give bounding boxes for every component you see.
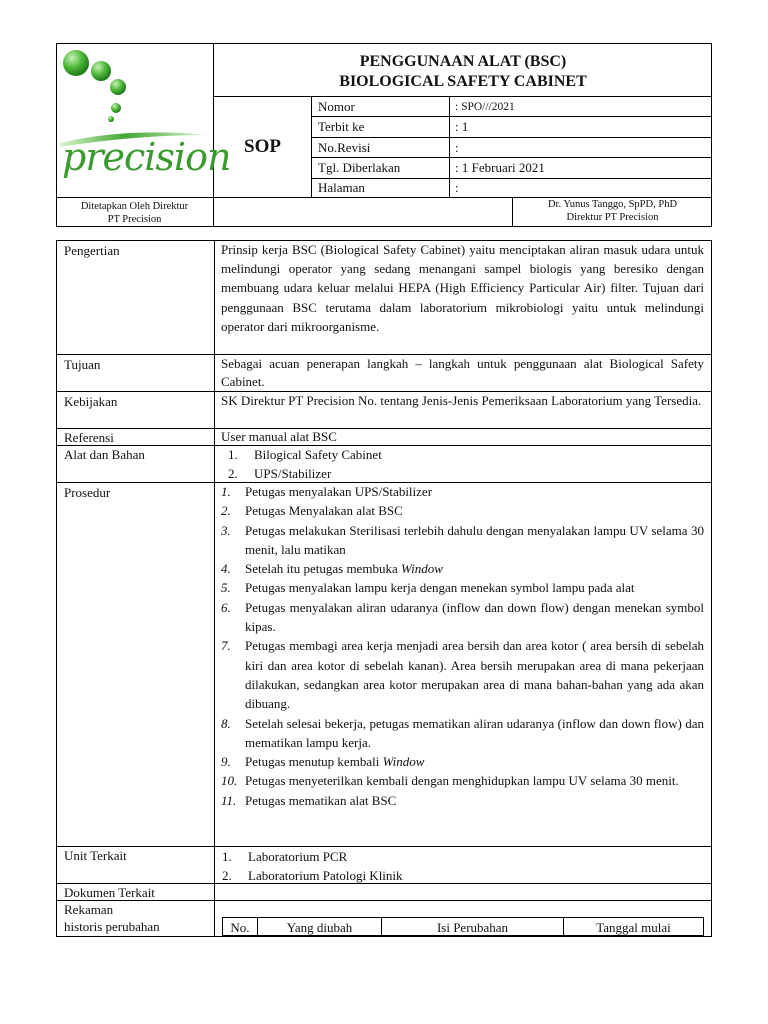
meta-row-halaman	[312, 179, 712, 197]
list-item: 1. Bilogical Safety Cabinet	[228, 447, 382, 462]
label-kebijakan: Kebijakan	[64, 394, 118, 409]
history-col-no: No.	[223, 918, 258, 935]
label-alat: Alat dan Bahan	[64, 447, 145, 462]
signer-name: Dr. Yunus Tanggo, SpPD, PhD	[547, 199, 678, 210]
signer-cell	[512, 198, 712, 227]
label-dokumen: Dokumen Terkait	[64, 885, 155, 900]
label-pengertian: Pengertian	[64, 243, 120, 258]
text-pengertian: Prinsip kerja BSC (Biological Safety Cabinet) yaitu menciptakan aliran masuk udara untuk melindungi operator yang sedang menangani sampel biologis yang beresiko dengan membuang udara keluar melalui HEPA (High Efficiency Particular Air) filter. Tujuan dari penggunaan BSC terutama dalam laboratorium mikrobiologi yaitu untuk melindungi operator dari mikroorganisme.	[221, 242, 704, 334]
procedure-step: 2. Petugas Menyalakan alat BSC	[221, 503, 403, 519]
label-rekaman-line2: historis perubahan	[64, 919, 160, 934]
list-item: 2. UPS/Stabilizer	[228, 466, 332, 481]
meta-label: No.Revisi	[318, 140, 371, 155]
procedure-step: 4. Setelah itu petugas membuka Window	[221, 561, 443, 577]
logo-bubble-2	[91, 61, 111, 81]
alat-list	[228, 445, 698, 483]
sop-label: SOP	[244, 136, 281, 157]
meta-value: :	[455, 140, 459, 155]
meta-row-terbit	[312, 117, 712, 138]
ditetapkan-line1: Ditetapkan Oleh Direktur	[80, 201, 189, 212]
logo-text: precision	[62, 135, 231, 179]
unit-list	[222, 847, 692, 885]
history-col-tanggal: Tanggal mulai	[596, 920, 671, 935]
meta-label: Tgl. Diberlakan	[318, 160, 401, 175]
procedure-step: 6. Petugas menyalakan aliran udaranya (inflow dan down flow) dengan menekan symbol kipas.	[221, 599, 704, 635]
signer-title: Direktur PT Precision	[566, 212, 659, 223]
list-item: 1. Laboratorium PCR	[222, 849, 348, 864]
label-tujuan: Tujuan	[64, 357, 101, 372]
procedure-step: 11. Petugas mematikan alat BSC	[221, 792, 397, 808]
history-col-diubah: Yang diubah	[258, 918, 382, 935]
history-table-header	[222, 917, 704, 936]
signature-row	[56, 197, 712, 227]
procedure-step: 7. Petugas membagi area kerja menjadi area bersih dan area kotor ( area bersih di sebelah kiri dan area kotor di sebelah kanan). Area bersih merupakan area di mana pekerjaan dilakukan, sedangkan area kotor merupakan area di mana bahan-bahan yang ada akan dibuang.	[221, 638, 704, 712]
meta-row-revisi	[312, 138, 712, 158]
meta-label: Halaman	[318, 180, 365, 195]
label-unit: Unit Terkait	[64, 848, 127, 863]
meta-value: : 1	[455, 119, 469, 134]
procedure-step: 5. Petugas menyalakan lampu kerja dengan menekan symbol lampu pada alat	[221, 580, 635, 596]
meta-block	[312, 97, 712, 197]
prosedur-list	[221, 482, 704, 810]
logo-bubble-5	[108, 116, 114, 122]
logo-bubble-1	[63, 50, 89, 76]
doc-title-line1: PENGGUNAAN ALAT (BSC)	[359, 53, 567, 70]
meta-value: : 1 Februari 2021	[455, 160, 545, 175]
procedure-step: 3. Petugas melakukan Sterilisasi terlebih dahulu dengan menyalakan lampu UV selama 30 menit, lalu matikan	[221, 522, 704, 557]
label-prosedur: Prosedur	[64, 485, 111, 500]
procedure-step: 10. Petugas menyeterilkan kembali dengan menghidupkan lampu UV selama 30 menit.	[221, 773, 679, 789]
meta-divider	[449, 97, 450, 197]
doc-title-line2: BIOLOGICAL SAFETY CABINET	[339, 73, 587, 90]
logo-bubble-3	[110, 79, 126, 95]
sop-cell	[214, 97, 312, 197]
meta-label: Terbit ke	[318, 119, 365, 134]
text-tujuan: Sebagai acuan penerapan langkah – langkah untuk penggunaan alat Biological Safety Cabinet.	[221, 356, 704, 389]
label-rekaman-line1: Rekaman	[64, 902, 114, 917]
text-referensi: User manual alat BSC	[221, 429, 337, 444]
logo-cell	[56, 43, 231, 197]
title-cell	[214, 43, 712, 97]
meta-label: Nomor	[318, 99, 355, 114]
ditetapkan-cell	[56, 198, 214, 227]
logo-bubble-4	[111, 103, 121, 113]
meta-value: :	[455, 180, 459, 195]
label-referensi: Referensi	[64, 430, 114, 445]
list-item: 2. Laboratorium Patologi Klinik	[222, 868, 403, 883]
meta-row-tanggal	[312, 158, 712, 179]
procedure-step: 8. Setelah selesai bekerja, petugas mematikan aliran udaranya (inflow dan down flow) dan mematikan lampu kerja.	[221, 715, 704, 750]
meta-value: : SPO///2021	[455, 101, 515, 113]
ditetapkan-line2: PT Precision	[107, 214, 162, 225]
meta-row-nomor	[312, 97, 712, 117]
history-col-isi: Isi Perubahan	[382, 918, 564, 935]
text-kebijakan: SK Direktur PT Precision No. tentang Jenis-Jenis Pemeriksaan Laboratorium yang Tersedia.	[221, 393, 702, 408]
procedure-step: 1. Petugas menyalakan UPS/Stabilizer	[221, 484, 433, 499]
procedure-step: 9. Petugas menutup kembali Window	[221, 754, 425, 770]
